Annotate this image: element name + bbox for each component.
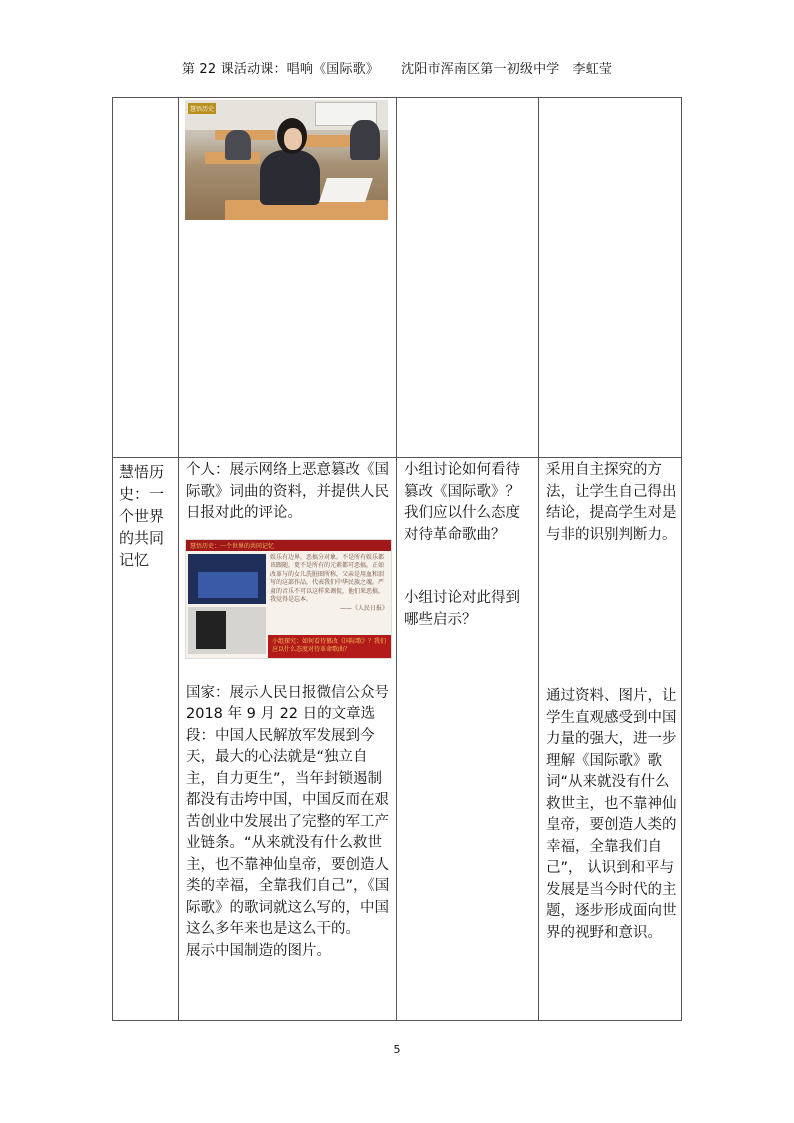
student-activity-cell [397,458,539,1021]
classroom-photo: 慧悟历史 [185,100,388,220]
page-number: 5 [393,1043,401,1056]
teacher-name: 李虹莹 [572,62,613,77]
student-activity-text: 小组讨论对此得到哪些启示？ [404,590,520,628]
student-activity-cell [397,98,539,458]
student-activity-text: 小组讨论如何看待篡改《国际歌》？我们应以什么态度对待革命歌曲？ [404,462,520,543]
teacher-activity-cell [179,458,397,1021]
teacher-activity-text: 个人：展示网络上恶意篡改《国际歌》词曲的资料，并提供人民日报对此的评论。 [186,462,389,521]
teacher-activity-cell [179,98,397,458]
lesson-title: 第 22 课活动课：唱响《国际歌》 [181,62,380,77]
school-name: 沈阳市浑南区第一初级中学 [401,62,560,77]
slide-quote-source: ——《人民日报》 [339,605,388,613]
design-intent-text: 采用自主探究的方法，让学生自己得出结论，提高学生对是与非的识别判断力。 [546,462,677,543]
teacher-activity-text: 展示中国制造的图片。 [186,942,331,959]
stage-cell [113,458,179,1021]
design-intent-text: 通过资料、图片，让学生直观感受到中国力量的强大，进一步理解《国际歌》歌词“从来就没有什么救世主，也不靠神仙皇帝，要创造人类的幸福，全靠我们自己”， 认识到和平与发展是当今时代的主题，逐步形成面向世界的视野和意识。 [546,688,677,941]
courseware-slide-image [185,539,392,659]
lesson-plan-table [112,97,682,1021]
teacher-activity-text: 国家：展示人民日报微信公众号 2018 年 9 月 22 日的文章选段：中国人民解放军发展到今天，最大的心法就是“独立自主，自力更生”，当年封锁遏制都没有击垮中国，中国反而在艰苦创业中发展出了完整的军工产业链条。“从来就没有什么救世主，也不靠神仙皇帝，要创造人类的幸福，全靠我们自己”，《国际歌》的歌词就这么写的，中国这么多年来也是这么干的。 [186,684,390,937]
table-row [113,458,682,1021]
stage-title: 慧悟历史：一个世界的共同记忆 [119,463,165,569]
stage-cell [113,98,179,458]
design-intent-cell [539,98,682,458]
slide-title: 慧悟历史：一个世界的共同记忆 [190,542,275,550]
page-header [0,58,794,77]
slide-prompt: 小组探究：如何看待篡改《国际歌》？我们应以什么态度对待革命歌曲？ [272,637,387,653]
table-row [113,98,682,458]
design-intent-cell [539,458,682,1021]
slide-quote: 娱乐有边界，恶搞分对象。不是所有娱乐都该跟随，更不是所有的元素都可恶搞。正如改革与的女儿洗脏圈所称，父亲是用血和泪写的这部作品，代表我们中华民族之魂。严肃的音乐不可以这样来调侃，他们来恶搞，我觉得是忘本。 [270,553,385,604]
